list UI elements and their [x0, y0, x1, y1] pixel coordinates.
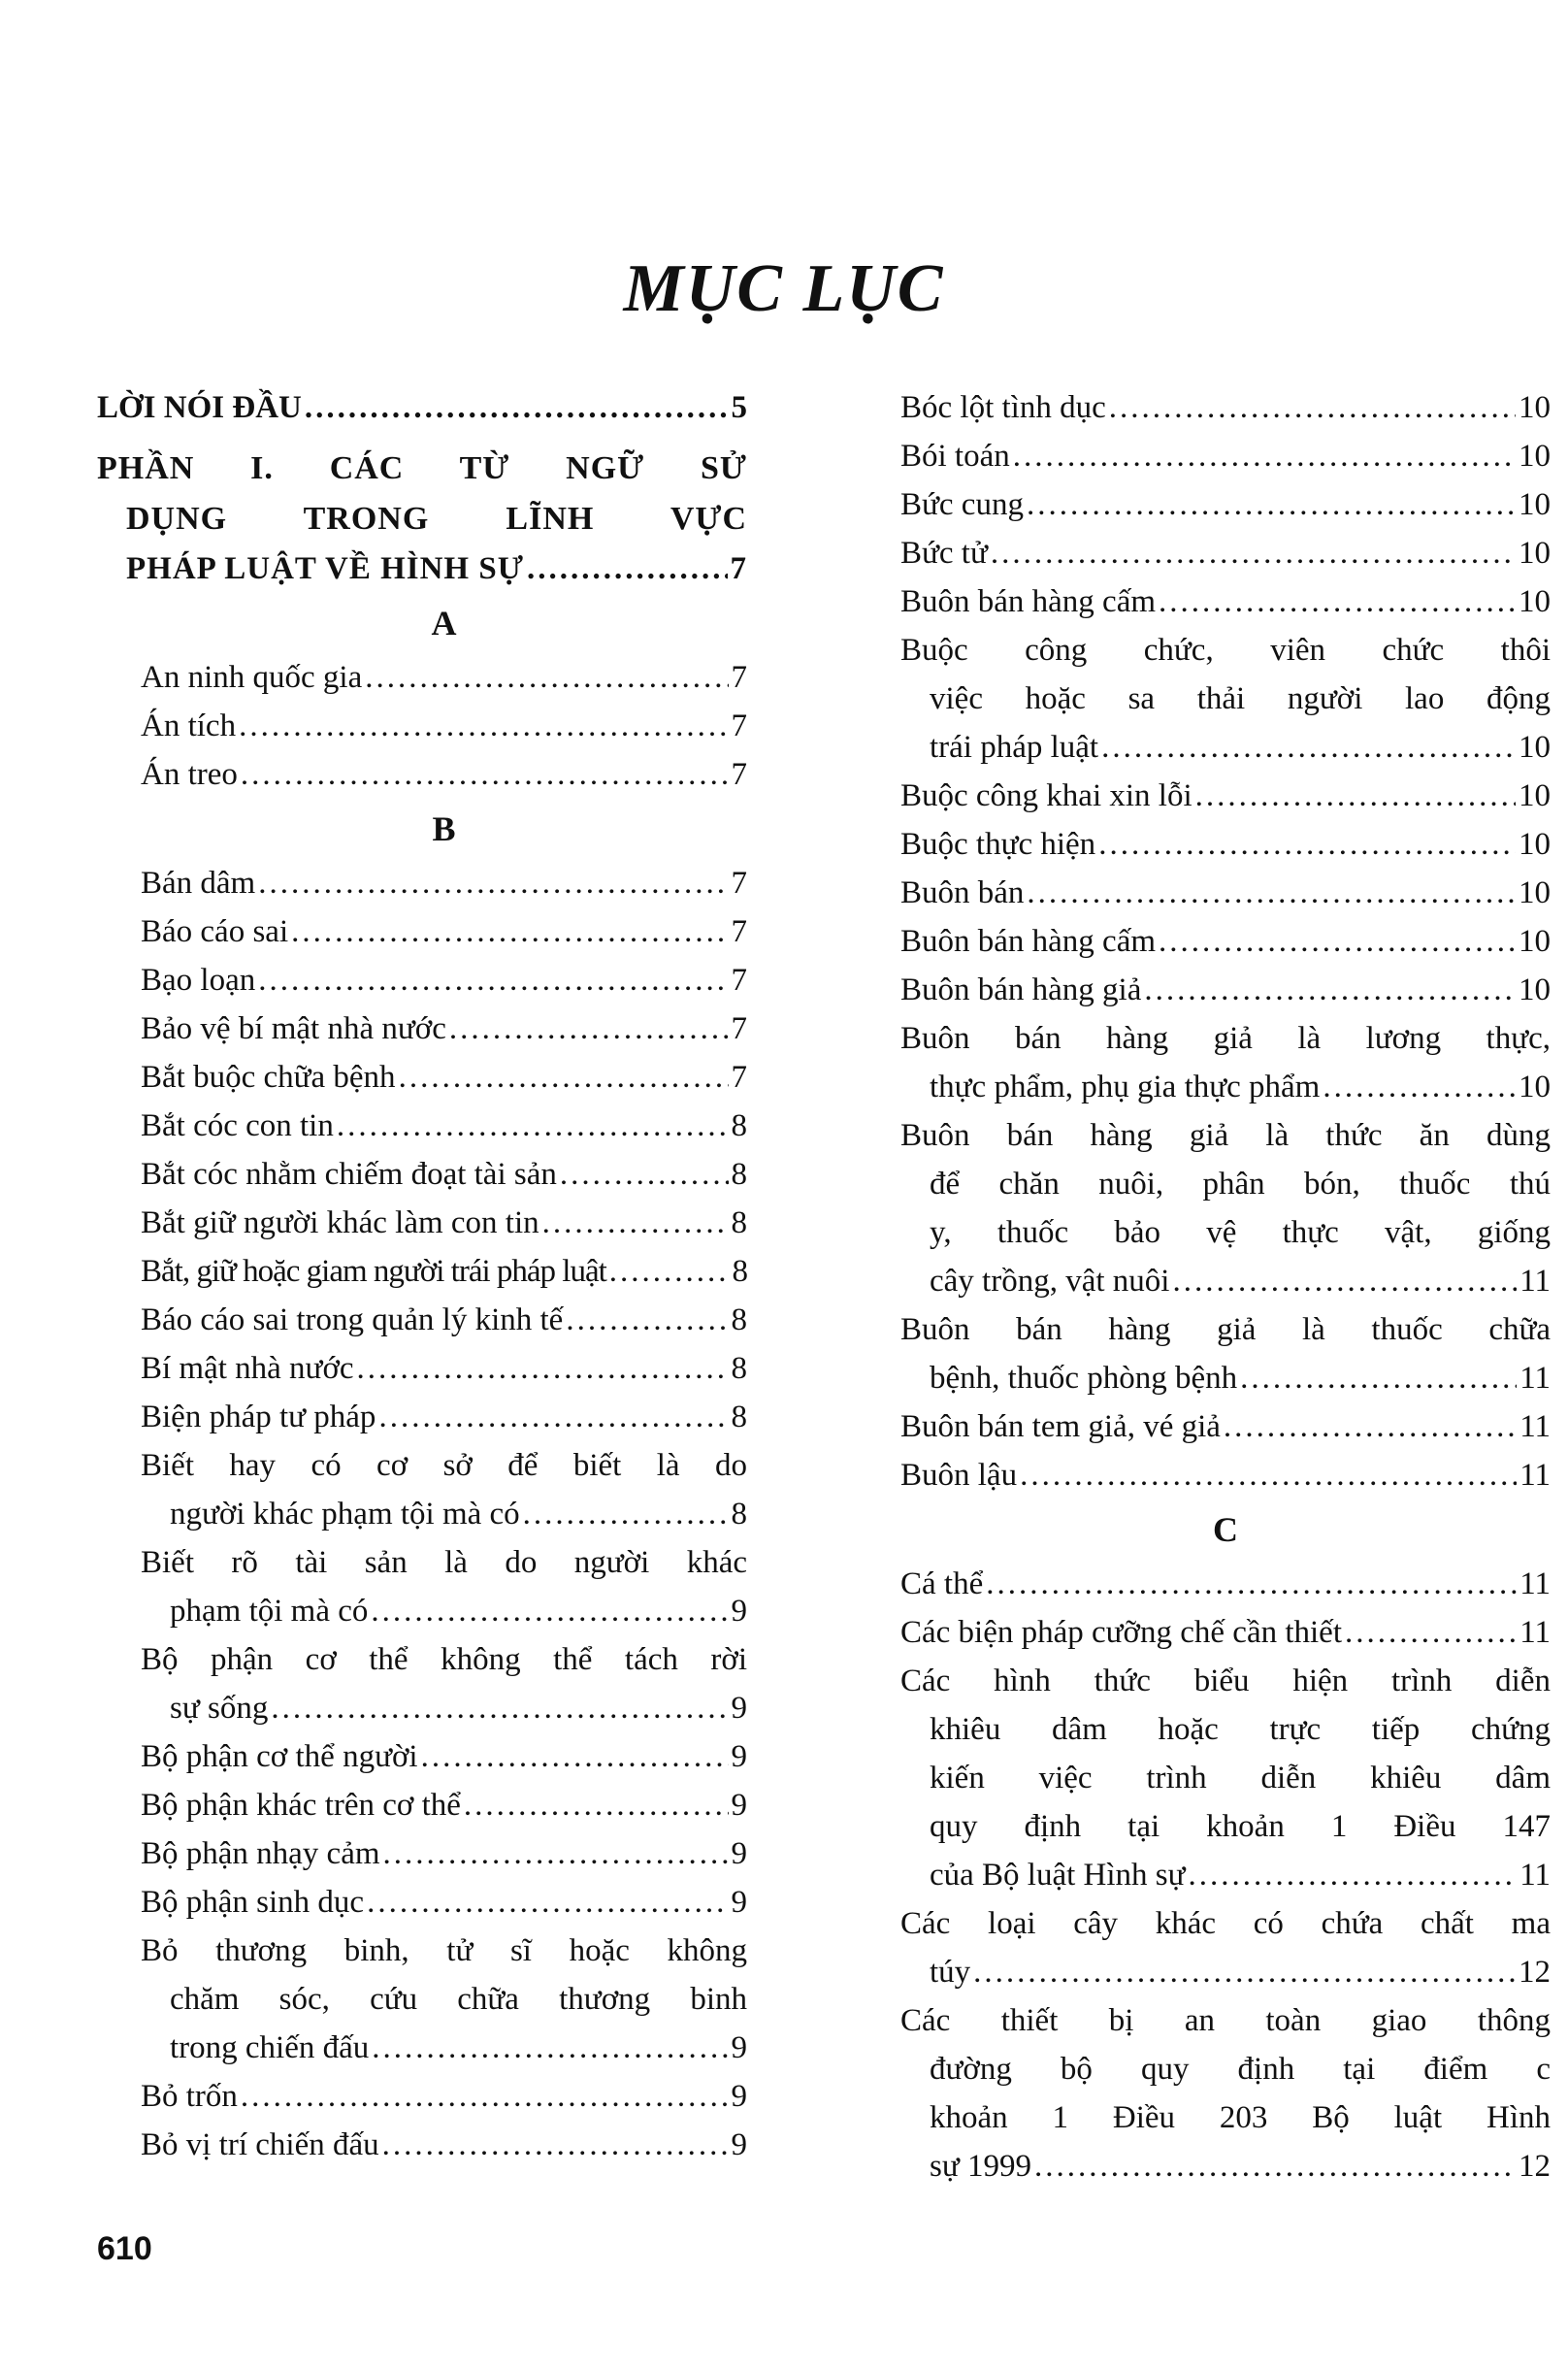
toc-leader-dots	[367, 1878, 728, 1927]
toc-entry-label: Buộc thực hiện	[900, 827, 1096, 862]
toc-entry-multiline	[900, 1014, 1551, 1111]
toc-entry-label: Bạo loạn	[141, 963, 256, 998]
toc-entry-label: Buộc công khai xin lỗi	[900, 778, 1192, 813]
toc-entry-multiline	[900, 1996, 1551, 2191]
toc-entry-multiline	[900, 626, 1551, 772]
toc-entry-line: Bỏ thương binh, tử sĩ hoặc không	[141, 1933, 747, 1968]
toc-entry	[900, 1608, 1551, 1657]
toc-entry-page: 10	[1519, 584, 1551, 619]
toc-entry-page: 8	[731, 1157, 747, 1192]
toc-entry	[900, 432, 1551, 480]
spacer	[97, 432, 747, 444]
toc-entry-label: Bắt, giữ hoặc giam người trái pháp luật	[141, 1254, 606, 1289]
toc-entry	[900, 383, 1551, 432]
toc-entry	[141, 1102, 747, 1150]
toc-entry-line: Biết rõ tài sản là do người khác	[141, 1545, 747, 1580]
toc-entry-page: 5	[731, 390, 747, 425]
toc-entry-page: 8	[731, 1205, 747, 1240]
toc-entry	[900, 820, 1551, 869]
toc-entry-page: 9	[731, 2079, 747, 2114]
toc-leader-dots	[357, 1344, 729, 1393]
toc-entry-multiline	[141, 1441, 747, 1538]
toc-entry-page: 11	[1519, 1264, 1551, 1299]
toc-entry	[900, 869, 1551, 917]
toc-leader-dots	[1098, 820, 1516, 869]
toc-leader-dots	[383, 1829, 729, 1878]
toc-entry	[141, 1781, 747, 1829]
toc-entry-page: 10	[1519, 924, 1551, 959]
toc-entry-page: 11	[1519, 1615, 1551, 1650]
toc-entry	[141, 956, 747, 1005]
toc-leader-dots	[973, 1948, 1516, 1996]
toc-entry-page: 7	[731, 757, 747, 792]
toc-part-last-line	[97, 544, 747, 593]
toc-entry	[141, 907, 747, 956]
toc-entry-page: 11	[1519, 1458, 1551, 1493]
toc-entry	[900, 772, 1551, 820]
toc-leader-dots	[382, 2121, 729, 2169]
toc-entry-page: 10	[1519, 875, 1551, 910]
toc-entry-page: 10	[1519, 827, 1551, 862]
toc-entry-label: sự sống	[170, 1691, 269, 1726]
toc-leader-dots	[1013, 432, 1516, 480]
toc-entry-page: 9	[731, 1885, 747, 1920]
toc-left-column	[97, 383, 747, 2169]
toc-leader-dots	[241, 2072, 729, 2121]
toc-entry-label: Báo cáo sai trong quản lý kinh tế	[141, 1302, 564, 1337]
toc-entry-label: Bắt cóc nhằm chiếm đoạt tài sản	[141, 1157, 557, 1192]
toc-entry-page: 9	[731, 1594, 747, 1629]
toc-entry-line: Buộc công chức, viên chức thôi	[900, 633, 1551, 668]
toc-entry	[900, 917, 1551, 966]
toc-leader-dots	[527, 544, 728, 593]
toc-entry	[141, 1732, 747, 1781]
toc-leader-dots	[523, 1490, 729, 1538]
toc-entry-label: Bắt buộc chữa bệnh	[141, 1060, 396, 1095]
toc-entry-last-line	[900, 1257, 1551, 1305]
toc-entry-page: 10	[1519, 536, 1551, 571]
toc-entry-line: để chăn nuôi, phân bón, thuốc thú	[930, 1167, 1551, 1202]
toc-entry-line: Các thiết bị an toàn giao thông	[900, 2003, 1551, 2038]
toc-leader-dots	[271, 1684, 728, 1732]
toc-entry	[141, 2121, 747, 2169]
toc-entry-line: Các hình thức biểu hiện trình diễn	[900, 1664, 1551, 1698]
toc-entry-page: 8	[731, 1400, 747, 1434]
toc-entry-label: Cá thể	[900, 1566, 984, 1601]
toc-entry-line: việc hoặc sa thải người lao động	[930, 681, 1551, 716]
toc-entry-last-line	[900, 2142, 1551, 2191]
toc-leader-dots	[1240, 1354, 1517, 1402]
toc-letter-heading-c: C	[1213, 1510, 1238, 1549]
toc-entry-line: Buôn bán hàng giả là lương thực,	[900, 1021, 1551, 1056]
toc-entry-page: 9	[731, 1788, 747, 1823]
toc-entry-label: Buôn lậu	[900, 1458, 1018, 1493]
toc-leader-dots	[305, 383, 729, 432]
toc-entry-page: 7	[731, 660, 747, 695]
toc-entry-page: 7	[731, 914, 747, 949]
toc-entry-page: 11	[1519, 1409, 1551, 1444]
toc-entry	[141, 1393, 747, 1441]
toc-entry-label: của Bộ luật Hình sự	[930, 1858, 1186, 1893]
toc-entry-page: 9	[731, 1836, 747, 1871]
toc-entry-label: Bảo vệ bí mật nhà nước	[141, 1011, 446, 1046]
toc-leader-dots	[1101, 723, 1516, 772]
toc-entry	[141, 1247, 747, 1296]
toc-entry-label: Bói toán	[900, 439, 1010, 474]
toc-entry-label: Bộ phận sinh dục	[141, 1885, 365, 1920]
toc-entry-label: Bắt giữ người khác làm con tin	[141, 1205, 539, 1240]
toc-leader-dots	[337, 1102, 729, 1150]
toc-entry-line: Buôn bán hàng giả là thức ăn dùng	[900, 1118, 1551, 1153]
toc-entry-page: 8	[731, 1302, 747, 1337]
toc-entry	[141, 1199, 747, 1247]
toc-entry-label: Bán dâm	[141, 866, 256, 901]
toc-entry-page: 8	[731, 1497, 747, 1532]
toc-leader-dots	[1144, 966, 1516, 1014]
toc-entry-label: Buôn bán hàng giả	[900, 972, 1142, 1007]
toc-entry	[141, 1878, 747, 1927]
toc-entry	[900, 480, 1551, 529]
toc-entry-multiline	[141, 1538, 747, 1635]
toc-entry	[141, 1344, 747, 1393]
toc-leader-dots	[372, 2024, 728, 2072]
toc-part-line: PHẦN I. CÁC TỪ NGỮ SỬ	[97, 450, 747, 486]
toc-entry	[900, 577, 1551, 626]
toc-entry-label: trái pháp luật	[930, 730, 1099, 765]
toc-leader-dots	[560, 1150, 729, 1199]
toc-leader-dots	[1159, 577, 1516, 626]
toc-entry-page: 10	[1519, 1070, 1551, 1104]
toc-leader-dots	[991, 529, 1516, 577]
toc-leader-dots	[1109, 383, 1516, 432]
toc-entry-label: trong chiến đấu	[170, 2030, 370, 2065]
toc-entry-label: PHÁP LUẬT VỀ HÌNH SỰ	[126, 551, 524, 586]
toc-entry-line: Bộ phận cơ thể không thể tách rời	[141, 1642, 747, 1677]
toc-entry-label: An ninh quốc gia	[141, 660, 363, 695]
toc-entry-line: chăm sóc, cứu chữa thương binh	[170, 1982, 747, 2017]
toc-part-heading	[97, 444, 747, 593]
toc-entry-label: Báo cáo sai	[141, 914, 289, 949]
toc-leader-dots	[1195, 772, 1516, 820]
toc-entry	[141, 1296, 747, 1344]
toc-entry-page: 8	[732, 1254, 747, 1289]
toc-entry-page: 7	[731, 708, 747, 743]
toc-entry-page: 7	[731, 963, 747, 998]
toc-entry-page: 9	[731, 1739, 747, 1774]
toc-entry-label: Bóc lột tình dục	[900, 390, 1106, 425]
toc-entry-page: 10	[1519, 778, 1551, 813]
toc-entry-label: bệnh, thuốc phòng bệnh	[930, 1361, 1238, 1396]
toc-leader-dots	[566, 1296, 728, 1344]
toc-entry-page: 11	[1519, 1858, 1551, 1893]
toc-entry	[900, 1402, 1551, 1451]
toc-entry	[141, 1829, 747, 1878]
toc-entry-label: Án treo	[141, 757, 238, 792]
toc-entry-last-line	[141, 1490, 747, 1538]
toc-entry-label: Bỏ vị trí chiến đấu	[141, 2127, 379, 2162]
toc-entry-label: Buôn bán hàng cấm	[900, 584, 1157, 619]
toc-entry-page: 9	[731, 2127, 747, 2162]
toc-entry	[900, 966, 1551, 1014]
toc-entry-label: túy	[930, 1955, 971, 1990]
toc-leader-dots	[609, 1247, 730, 1296]
toc-entry-page: 10	[1519, 487, 1551, 522]
toc-entry-label: Bộ phận nhạy cảm	[141, 1836, 380, 1871]
toc-leader-dots	[986, 1560, 1517, 1608]
toc-entry-line: kiến việc trình diễn khiêu dâm	[930, 1761, 1551, 1795]
toc-entry-label: Các biện pháp cưỡng chế cần thiết	[900, 1615, 1342, 1650]
toc-entry-page: 12	[1519, 1955, 1551, 1990]
toc-entry-multiline	[900, 1657, 1551, 1899]
toc-entry-label: cây trồng, vật nuôi	[930, 1264, 1170, 1299]
toc-entry	[141, 653, 747, 702]
toc-entry-label: Bí mật nhà nước	[141, 1351, 354, 1386]
page-number: 610	[97, 2230, 152, 2267]
toc-entry	[900, 1560, 1551, 1608]
toc-leader-dots	[241, 750, 729, 799]
toc-leader-dots	[464, 1781, 729, 1829]
toc-entry-last-line	[141, 2024, 747, 2072]
toc-entry-page: 11	[1519, 1566, 1551, 1601]
toc-entry-multiline	[900, 1899, 1551, 1996]
toc-entry-line: y, thuốc bảo vệ thực vật, giống	[930, 1215, 1551, 1250]
toc-entry-label: sự 1999	[930, 2149, 1031, 2184]
toc-entry-page: 10	[1519, 439, 1551, 474]
page-title: MỤC LỤC	[623, 251, 945, 326]
toc-entry-page: 7	[730, 551, 747, 586]
toc-leader-dots	[542, 1199, 729, 1247]
toc-leader-dots	[1159, 917, 1516, 966]
toc-leader-dots	[239, 702, 728, 750]
toc-right-column	[900, 383, 1551, 2191]
toc-entry-label: Bức tử	[900, 536, 988, 571]
toc-entry-line: Buôn bán hàng giả là thuốc chữa	[900, 1312, 1551, 1347]
toc-entry-page: 8	[731, 1351, 747, 1386]
toc-leader-dots	[291, 907, 728, 956]
toc-entry-line: Biết hay có cơ sở để biết là do	[141, 1448, 747, 1483]
toc-entry-last-line	[900, 1063, 1551, 1111]
toc-entry-intro	[97, 383, 747, 432]
toc-entry-last-line	[141, 1684, 747, 1732]
toc-entry-label: Án tích	[141, 708, 237, 743]
toc-entry-page: 10	[1519, 390, 1551, 425]
toc-entry-line: khiêu dâm hoặc trực tiếp chứng	[930, 1712, 1551, 1747]
toc-entry-label: phạm tội mà có	[170, 1594, 369, 1629]
toc-entry-page: 12	[1519, 2149, 1551, 2184]
toc-entry	[141, 1150, 747, 1199]
toc-entry-page: 7	[731, 1011, 747, 1046]
toc-entry-page: 9	[731, 1691, 747, 1726]
toc-entry-label: người khác phạm tội mà có	[170, 1497, 520, 1532]
toc-leader-dots	[1172, 1257, 1517, 1305]
toc-entry	[141, 2072, 747, 2121]
toc-entry-label: Biện pháp tư pháp	[141, 1400, 376, 1434]
toc-leader-dots	[365, 653, 728, 702]
toc-entry-page: 10	[1519, 972, 1551, 1007]
toc-leader-dots	[371, 1587, 728, 1635]
toc-entry-label: Bắt cóc con tin	[141, 1108, 334, 1143]
toc-entry-line: khoản 1 Điều 203 Bộ luật Hình	[930, 2100, 1551, 2135]
toc-entry-last-line	[900, 723, 1551, 772]
toc-leader-dots	[258, 859, 728, 907]
toc-entry	[900, 1451, 1551, 1499]
toc-entry-label: LỜI NÓI ĐẦU	[97, 390, 302, 425]
toc-entry-multiline	[900, 1305, 1551, 1402]
toc-leader-dots	[1034, 2142, 1516, 2191]
toc-entry-page: 9	[731, 2030, 747, 2065]
toc-leader-dots	[1020, 1451, 1517, 1499]
toc-leader-dots	[378, 1393, 728, 1441]
toc-subsection	[97, 593, 747, 2169]
toc-entry-label: Buôn bán hàng cấm	[900, 924, 1157, 959]
toc-entry-multiline	[141, 1927, 747, 2072]
toc-entry-page: 11	[1519, 1361, 1551, 1396]
toc-entry-multiline	[141, 1635, 747, 1732]
toc-letter-heading-a: A	[431, 604, 457, 642]
toc-entry	[141, 859, 747, 907]
toc-part-line: DỤNG TRONG LĨNH VỰC	[126, 501, 747, 537]
toc-entry-page: 8	[731, 1108, 747, 1143]
toc-entry-label: Bộ phận khác trên cơ thể	[141, 1788, 461, 1823]
toc-entry-page: 10	[1519, 730, 1551, 765]
toc-leader-dots	[399, 1053, 729, 1102]
toc-entry-multiline	[900, 1111, 1551, 1305]
toc-entry	[141, 1053, 747, 1102]
toc-entry-line: Các loại cây khác có chứa chất ma	[900, 1906, 1551, 1941]
toc-entry-line: quy định tại khoản 1 Điều 147	[930, 1809, 1551, 1844]
toc-entry-page: 7	[731, 1060, 747, 1095]
toc-leader-dots	[421, 1732, 729, 1781]
toc-leader-dots	[1345, 1608, 1517, 1657]
toc-entry-last-line	[141, 1587, 747, 1635]
toc-entry-last-line	[900, 1851, 1551, 1899]
toc-entry-label: Bỏ trốn	[141, 2079, 238, 2114]
toc-entry	[141, 750, 747, 799]
toc-leader-dots	[1189, 1851, 1518, 1899]
toc-entry-page: 7	[731, 866, 747, 901]
toc-entry	[141, 702, 747, 750]
toc-entry-line: đường bộ quy định tại điểm c	[930, 2052, 1551, 2087]
toc-letter-heading-b: B	[432, 809, 456, 848]
toc-leader-dots	[1027, 869, 1516, 917]
toc-entry-label: Bức cung	[900, 487, 1024, 522]
toc-entry-label: Buôn bán	[900, 875, 1025, 910]
toc-leader-dots	[258, 956, 728, 1005]
toc-entry-label: thực phẩm, phụ gia thực phẩm	[930, 1070, 1321, 1104]
toc-entry	[900, 529, 1551, 577]
toc-entry-label: Bộ phận cơ thể người	[141, 1739, 418, 1774]
toc-entry-last-line	[900, 1354, 1551, 1402]
toc-leader-dots	[449, 1005, 729, 1053]
toc-leader-dots	[1027, 480, 1516, 529]
toc-entry-label: Buôn bán tem giả, vé giả	[900, 1409, 1221, 1444]
toc-leader-dots	[1323, 1063, 1516, 1111]
toc-entry	[141, 1005, 747, 1053]
toc-leader-dots	[1224, 1402, 1517, 1451]
toc-entry-last-line	[900, 1948, 1551, 1996]
